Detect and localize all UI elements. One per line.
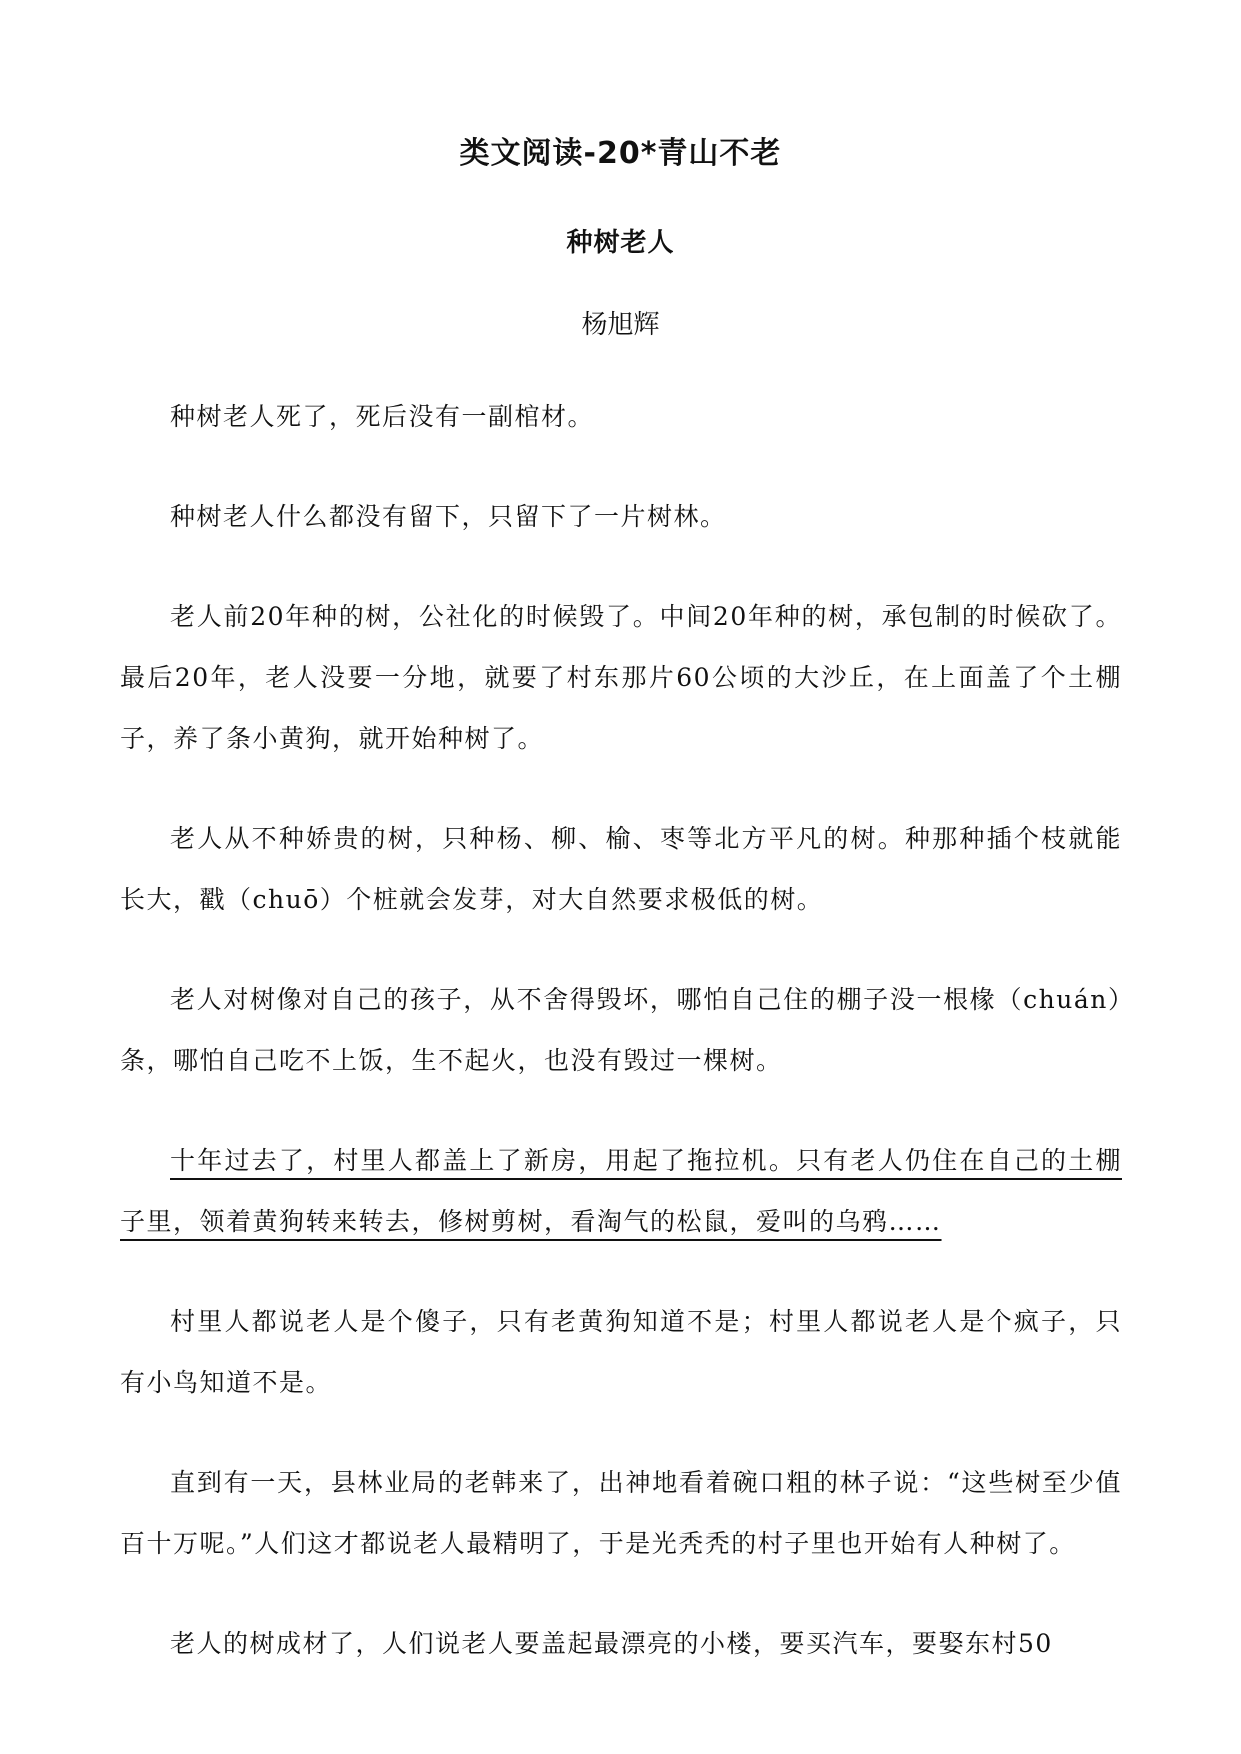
paragraph: 老人前20年种的树，公社化的时候毁了。中间20年种的树，承包制的时候砍了。最后20年，老人没要一分地，就要了村东那片60公顷的大沙丘，在上面盖了个土棚子，养了条小黄狗，就开始种树了。 — [120, 602, 1122, 753]
underlined-text: 十年过去了，村里人都盖上了新房，用起了拖拉机。只有老人仍住在自己的土棚子里，领着黄狗转来转去，修树剪树，看淘气的松鼠，爱叫的乌鸦…… — [120, 1146, 1122, 1236]
paragraph: 老人的树成材了，人们说老人要盖起最漂亮的小楼，要买汽车，要娶东村50 — [170, 1629, 1053, 1658]
paragraph: 种树老人死了，死后没有一副棺材。 — [170, 402, 595, 431]
paragraph: 直到有一天，县林业局的老韩来了，出神地看着碗口粗的林子说：“这些树至少值百十万呢。”人们这才都说老人最精明了，于是光秃秃的村子里也开始有人种树了。 — [120, 1468, 1122, 1558]
paragraph: 老人对树像对自己的孩子，从不舍得毁坏，哪怕自己住的棚子没一根椽（chuán）条，哪怕自己吃不上饭，生不起火，也没有毁过一棵树。 — [120, 985, 1122, 1075]
underlined-paragraph — [120, 1130, 1122, 1252]
paragraph: 老人从不种娇贵的树，只种杨、柳、榆、枣等北方平凡的树。种那种插个枝就能长大，戳（chuō）个桩就会发芽，对大自然要求极低的树。 — [120, 824, 1122, 914]
paragraph: 村里人都说老人是个傻子，只有老黄狗知道不是；村里人都说老人是个疯子，只有小鸟知道不是。 — [120, 1307, 1122, 1397]
author-name: 杨旭辉 — [581, 310, 660, 340]
article-body — [120, 386, 1122, 1713]
document-title: 类文阅读-20*青山不老 — [459, 136, 782, 171]
article-title: 种树老人 — [566, 228, 675, 258]
paragraph: 种树老人什么都没有留下，只留下了一片树林。 — [170, 502, 727, 531]
